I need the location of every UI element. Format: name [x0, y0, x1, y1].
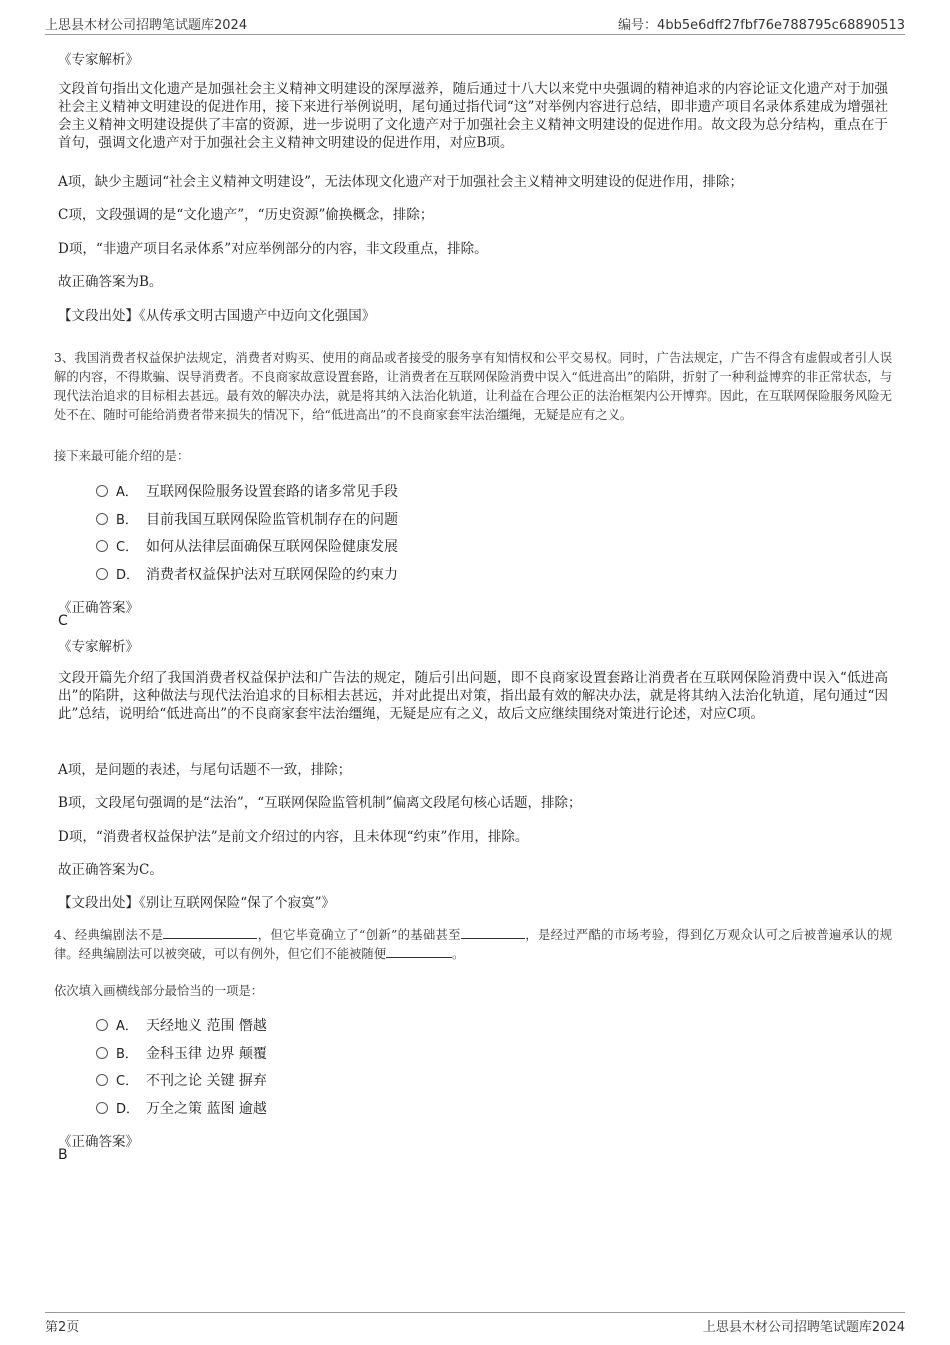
radio-icon[interactable]	[96, 540, 108, 552]
q3-option-d[interactable]: D． 消费者权益保护法对互联网保险的约束力	[96, 564, 398, 584]
correct-answer: B	[58, 1147, 68, 1163]
question-3-text: 3、我国消费者权益保护法规定，消费者对购买、使用的商品或者接受的服务享有知情权和公平交易权。同时，广告法规定，广告不得含有虚假或者引人误解的内容，不得欺骗、误导消费者。不良商家故意设置套路，让消费者在互联网保险消费中误入“低进高出”的陷阱，折射了一种利益博弈的非正常状态，与现代法治追求的目标相去甚远。最有效的解决办法，就是将其纳入法治化轨道，让利益在合理公正的法治框架内公开博弈。因此，在互联网保险服务风险无处不在、随时可能给消费者带来损失的情况下，给“低进高出”的不良商家套牢法治缰绳，无疑是应有之义。	[54, 351, 892, 422]
analysis-option-a: A项，是问题的表述，与尾句话题不一致，排除；	[58, 762, 352, 778]
radio-icon[interactable]	[96, 1019, 108, 1031]
radio-icon[interactable]	[96, 1102, 108, 1114]
radio-icon[interactable]	[96, 513, 108, 525]
radio-icon[interactable]	[96, 485, 108, 497]
analysis-option-c: C项，文段强调的是“文化遗产”，“历史资源”偷换概念，排除；	[58, 207, 434, 223]
analysis-conclusion: 故正确答案为C。	[58, 862, 163, 878]
q3-option-a[interactable]: A． 互联网保险服务设置套路的诸多常见手段	[96, 481, 398, 501]
q4-option-c[interactable]: C． 不刊之论 关键 摒弃	[96, 1070, 267, 1090]
answer-heading: 《正确答案》	[58, 600, 139, 616]
analysis-source: 【文段出处】《从传承文明古国遗产中迈向文化强国》	[58, 308, 376, 324]
radio-icon[interactable]	[96, 568, 108, 580]
correct-answer: C	[58, 613, 68, 629]
answer-heading: 《正确答案》	[58, 1134, 139, 1150]
radio-icon[interactable]	[96, 1074, 108, 1086]
q3-option-b[interactable]: B． 目前我国互联网保险监管机制存在的问题	[96, 509, 398, 529]
footer-title: 上思县木材公司招聘笔试题库2024	[702, 1320, 905, 1335]
analysis-source: 【文段出处】《别让互联网保险“保了个寂寞”》	[58, 895, 336, 911]
analysis-paragraph: 文段首句指出文化遗产是加强社会主义精神文明建设的深厚滋养，随后通过十八大以来党中央强调的精神追求的内容论证文化遗产对于加强社会主义精神文明建设的促进作用，接下来进行举例说明，尾句通过指代词“这”对举例内容进行总结，即非遗产项目名录体系建成为增强社会主义精神文明建设提供了丰富的资源，进一步说明了文化遗产对于加强社会主义精神文明建设的促进作用。故文段为总分结构，重点在于首句，强调文化遗产对于加强社会主义精神文明建设的促进作用，对应B项。	[58, 81, 888, 151]
header-serial: 编号：4bb5e6dff27fbf76e788795c68890513	[618, 18, 905, 33]
page-footer	[45, 1312, 905, 1333]
blank-2	[461, 926, 525, 939]
question-4-text: 4、经典编剧法不是 ，但它毕竟确立了“创新”的基础甚至 ，是经过严酷的市场考验，得到亿万观众认可之后被普遍承认的规律。经典编剧法可以被突破，可以有例外，但它们不能被随便 。	[54, 928, 892, 961]
analysis-heading: 《专家解析》	[58, 52, 139, 68]
analysis-heading: 《专家解析》	[58, 639, 139, 655]
analysis-option-a: A项，缺少主题词“社会主义精神文明建设”，无法体现文化遗产对于加强社会主义精神文明建设的促进作用，排除；	[58, 174, 744, 190]
q3-option-c[interactable]: C． 如何从法律层面确保互联网保险健康发展	[96, 536, 398, 556]
page-number: 第2页	[45, 1320, 80, 1335]
radio-icon[interactable]	[96, 1047, 108, 1059]
question-4-stem: 依次填入画横线部分最恰当的一项是：	[54, 984, 264, 998]
analysis-conclusion: 故正确答案为B。	[58, 274, 163, 290]
question-3-stem: 接下来最可能介绍的是：	[54, 449, 190, 463]
analysis-option-b: B项，文段尾句强调的是“法治”，“互联网保险监管机制”偏离文段尾句核心话题，排除；	[58, 795, 582, 811]
header-title: 上思县木材公司招聘笔试题库2024	[45, 18, 248, 33]
analysis-option-d: D项，“消费者权益保护法”是前文介绍过的内容，且未体现“约束”作用，排除。	[58, 829, 529, 845]
analysis-paragraph: 文段开篇先介绍了我国消费者权益保护法和广告法的规定，随后引出问题，即不良商家设置套路让消费者在互联网保险消费中误入“低进高出”的陷阱，这种做法与现代法治追求的目标相去甚远，并对此提出对策，指出最有效的解决办法，就是将其纳入法治化轨道，尾句通过“因此”总结，说明给“低进高出”的不良商家套牢法治缰绳，无疑是应有之义，故后文应继续围绕对策进行论述，对应C项。	[58, 670, 888, 722]
blank-1	[163, 926, 257, 939]
blank-3	[386, 945, 452, 958]
q4-option-a[interactable]: A． 天经地义 范围 僭越	[96, 1015, 267, 1035]
page-header	[45, 14, 905, 35]
q4-option-b[interactable]: B． 金科玉律 边界 颠覆	[96, 1043, 267, 1063]
q4-option-d[interactable]: D． 万全之策 蓝图 逾越	[96, 1098, 267, 1118]
analysis-option-d: D项，“非遗产项目名录体系”对应举例部分的内容，非文段重点，排除。	[58, 241, 488, 257]
